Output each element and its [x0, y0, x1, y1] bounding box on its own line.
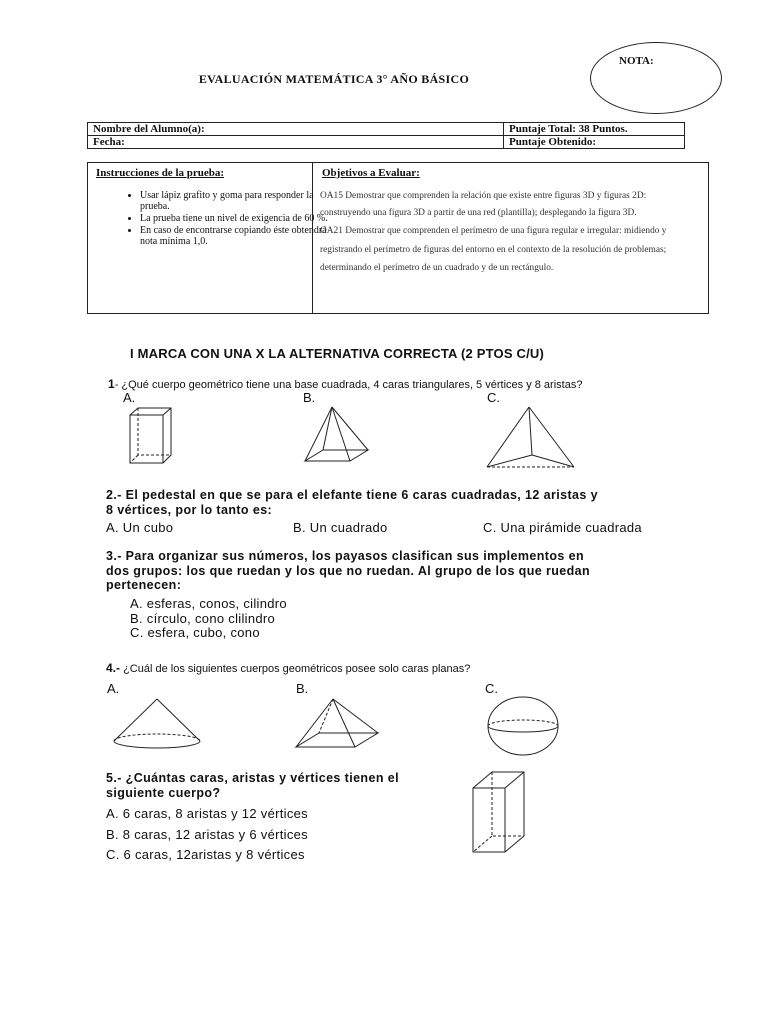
q1-label-a[interactable]: A. [123, 390, 136, 405]
cone-figure-a[interactable] [110, 697, 205, 755]
grade-label: NOTA: [619, 55, 654, 67]
question-4-number: 4.- [106, 661, 121, 675]
objective-oa21: OA21 Demostrar que comprenden el perímetro de una figura regular e irregular: midiendo y registrando el perímetro de figuras del entorno en el contexto de la resolución de problemas; determinando el perímetro de un cuadrado y de un rectángulo. [320, 226, 667, 273]
page-title [0, 72, 768, 87]
page-title-text: EVALUACIÓN MATEMÁTICA 3° AÑO BÁSICO [198, 72, 470, 86]
question-1-text: - ¿Qué cuerpo geométrico tiene una base cuadrada, 4 caras triangulares, 5 vértices y 8 aristas? [114, 379, 583, 391]
question-5-line-1: 5.- ¿Cuántas caras, aristas y vértices tienen el [106, 771, 399, 785]
question-3-line-3: pertenecen: [106, 578, 182, 592]
q2-option-c[interactable]: C. Una pirámide cuadrada [483, 520, 642, 535]
list-item: • Usar lápiz grafito y goma para responder la prueba. [140, 190, 335, 212]
q5-option-b[interactable]: B. 8 caras, 12 aristas y 6 vértices [106, 826, 308, 842]
student-name-cell[interactable]: Nombre del Alumno(a): [88, 123, 504, 136]
question-2-line-2: 8 vértices, por lo tanto es: [106, 502, 273, 517]
question-4 [106, 661, 470, 675]
question-2 [106, 488, 686, 517]
prism-figure-a[interactable] [125, 405, 175, 465]
prism-figure-q5 [470, 770, 530, 855]
q1-label-c[interactable]: C. [487, 390, 500, 405]
list-item: • En caso de encontrarse copiando éste obtendrá nota mínima 1,0. [140, 225, 335, 247]
total-score-cell: Puntaje Total: 38 Puntos. [504, 123, 685, 136]
list-item: • La prueba tiene un nivel de exigencia de 60 %. [140, 213, 335, 224]
question-3-options [130, 597, 287, 641]
tetrahedron-figure-c[interactable] [482, 405, 582, 470]
question-5 [106, 771, 446, 800]
objectives-heading: Objetivos a Evaluar: [322, 167, 420, 179]
objectives-text [320, 188, 695, 278]
question-3-line-2: dos grupos: los que ruedan y los que no ruedan. Al grupo de los que ruedan [106, 563, 591, 578]
q5-option-c[interactable]: C. 6 caras, 12aristas y 8 vértices [106, 847, 305, 862]
q1-label-b[interactable]: B. [303, 390, 316, 405]
q5-option-a[interactable]: A. 6 caras, 8 aristas y 12 vértices [106, 806, 308, 821]
q3-option-c[interactable]: C. esfera, cubo, cono [130, 625, 260, 640]
q2-option-b[interactable]: B. Un cuadrado [293, 520, 388, 535]
q4-label-c[interactable]: C. [485, 681, 498, 696]
instructions-heading: Instrucciones de la prueba: [96, 167, 225, 179]
pyramid-figure-b[interactable] [300, 405, 375, 465]
student-info-table [87, 122, 685, 149]
q4-label-a[interactable]: A. [107, 681, 120, 696]
table-row [88, 136, 685, 149]
question-3 [106, 549, 696, 593]
section-title: I MARCA CON UNA X LA ALTERNATIVA CORRECTA (2 PTOS C/U) [130, 346, 545, 361]
question-5-options [106, 804, 308, 866]
question-4-text: ¿Cuál de los siguientes cuerpos geométricos posee solo caras planas? [120, 663, 471, 675]
table-row [88, 123, 685, 136]
q4-label-b[interactable]: B. [296, 681, 309, 696]
question-2-line-1: 2.- El pedestal en que se para el elefante tiene 6 caras cuadradas, 12 aristas y [106, 488, 598, 502]
date-cell[interactable]: Fecha: [88, 136, 504, 149]
sphere-figure-c[interactable] [485, 695, 565, 757]
pyramid-figure-b[interactable] [293, 697, 388, 755]
instructions-list [110, 190, 335, 248]
q3-option-b[interactable]: B. círculo, cono clilindro [130, 610, 276, 626]
q2-option-a[interactable]: A. Un cubo [106, 520, 174, 535]
question-1-number: 1 [108, 377, 115, 391]
obtained-score-cell[interactable]: Puntaje Obtenido: [504, 136, 685, 149]
question-5-line-2: siguiente cuerpo? [106, 785, 221, 800]
question-3-line-1: 3.- Para organizar sus números, los payasos clasifican sus implementos en [106, 549, 584, 563]
q3-option-a[interactable]: A. esferas, conos, cilindro [130, 596, 287, 611]
objective-oa15: OA15 Demostrar que comprenden la relación que existe entre figuras 3D y figuras 2D: construyendo una figura 3D a partir de una red (plantilla); desplegando la figura 3D. [320, 191, 647, 218]
question-1 [108, 377, 582, 391]
